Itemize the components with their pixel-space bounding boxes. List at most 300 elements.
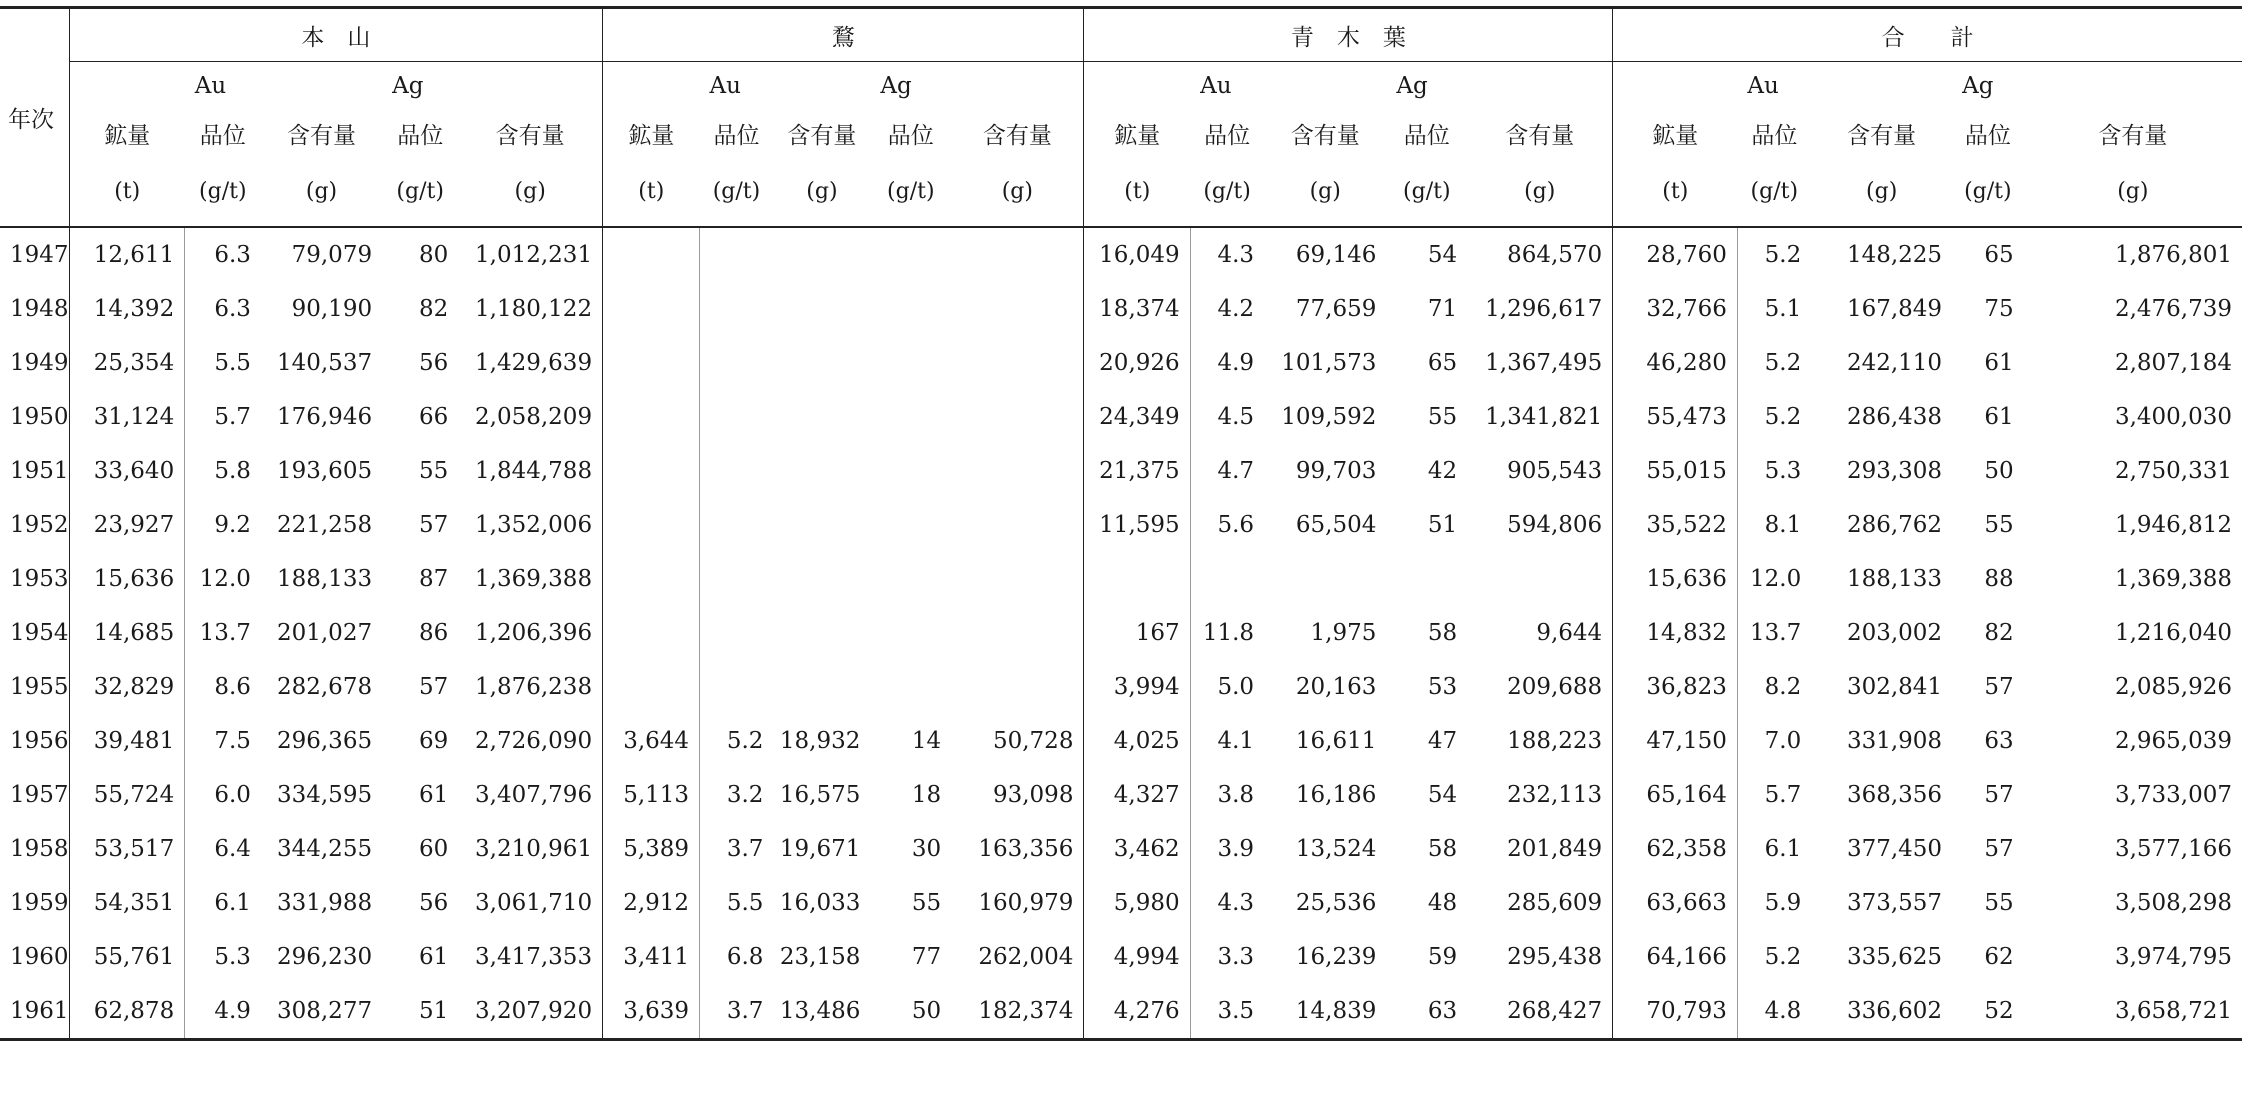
cell-washi-content bbox=[951, 227, 1084, 282]
cell-washi-ore bbox=[603, 282, 700, 336]
cell-aokiba-content: 209,688 bbox=[1507, 674, 1603, 700]
cell-aokiba-content: 285,609 bbox=[1507, 890, 1603, 916]
cell-total-content: 2,476,739 bbox=[2114, 296, 2232, 322]
cell-washi-content bbox=[773, 552, 870, 606]
cell-washi-grade bbox=[700, 336, 774, 390]
cell-total-grade: 82 bbox=[1984, 620, 2014, 646]
cell-washi-content: 163,356 bbox=[978, 836, 1074, 862]
cell-washi-grade bbox=[870, 660, 951, 714]
cell-washi-grade: 3.7 bbox=[700, 984, 774, 1040]
cell-honzan-ore: 62,878 bbox=[69, 984, 184, 1040]
cell-washi-grade bbox=[700, 498, 774, 552]
ore-spacer-washi bbox=[603, 62, 700, 111]
cell-aokiba-content: 232,113 bbox=[1507, 782, 1603, 808]
cell-washi-grade: 14 bbox=[911, 728, 942, 754]
subheader-grade-washi: 品位 bbox=[887, 122, 934, 149]
year-cell: 1958 bbox=[10, 836, 69, 862]
cell-honzan-content: 296,230 bbox=[276, 944, 373, 970]
cell-total-grade: 5.2 bbox=[1737, 336, 1811, 390]
cell-aokiba-grade: 5.0 bbox=[1190, 660, 1264, 714]
cell-washi-grade: 55 bbox=[911, 890, 942, 916]
subheader-grade-total: 品位 bbox=[1751, 122, 1798, 149]
cell-honzan-grade: 6.1 bbox=[185, 876, 261, 930]
cell-honzan-content: 3,061,710 bbox=[475, 890, 593, 916]
cell-washi-content: 93,098 bbox=[992, 782, 1074, 808]
cell-honzan-content: 1,369,388 bbox=[475, 566, 593, 592]
cell-aokiba-grade: 63 bbox=[1386, 984, 1467, 1040]
cell-total-grade: 57 bbox=[1984, 782, 2014, 808]
subheader-content-honzan: 含有量 bbox=[495, 122, 565, 149]
cell-aokiba-ore: 4,994 bbox=[1084, 930, 1190, 984]
cell-honzan-content: 3,207,920 bbox=[458, 984, 602, 1040]
cell-washi-content bbox=[951, 444, 1084, 498]
cell-honzan-grade: 61 bbox=[419, 782, 449, 808]
cell-honzan-content: 193,605 bbox=[276, 458, 373, 484]
cell-aokiba-content: 905,543 bbox=[1507, 458, 1603, 484]
cell-aokiba-ore: 11,595 bbox=[1084, 498, 1190, 552]
cell-aokiba-content: 69,146 bbox=[1295, 242, 1377, 268]
cell-aokiba-ore: 21,375 bbox=[1084, 444, 1190, 498]
cell-washi-grade: 6.8 bbox=[700, 930, 774, 984]
cell-honzan-grade: 61 bbox=[419, 944, 449, 970]
cell-aokiba-content: 101,573 bbox=[1281, 350, 1377, 376]
cell-total-grade: 13.7 bbox=[1737, 606, 1811, 660]
subheader-content-washi: 含有量 bbox=[787, 122, 857, 149]
cell-aokiba-grade: 4.2 bbox=[1190, 282, 1264, 336]
cell-aokiba-grade: 65 bbox=[1427, 350, 1458, 376]
cell-washi-ore bbox=[603, 444, 700, 498]
au-label-honzan: Au bbox=[194, 73, 227, 99]
cell-washi-content bbox=[773, 227, 870, 282]
cell-washi-content: 262,004 bbox=[978, 944, 1074, 970]
cell-total-content: 1,876,801 bbox=[2114, 242, 2232, 268]
unit-g-total: (g) bbox=[1811, 156, 1952, 227]
cell-total-ore: 47,150 bbox=[1613, 714, 1738, 768]
production-table bbox=[0, 6, 2242, 1041]
cell-total-content: 167,849 bbox=[1846, 296, 1943, 322]
cell-total-ore: 62,358 bbox=[1613, 822, 1738, 876]
cell-washi-ore bbox=[603, 390, 700, 444]
cell-washi-grade bbox=[870, 444, 951, 498]
cell-honzan-content: 1,844,788 bbox=[475, 458, 593, 484]
year-cell: 1961 bbox=[0, 984, 69, 1040]
cell-total-content: 293,308 bbox=[1846, 458, 1943, 484]
cell-aokiba-grade: 3.8 bbox=[1190, 768, 1264, 822]
cell-total-content: 3,974,795 bbox=[2114, 944, 2232, 970]
cell-washi-ore: 2,912 bbox=[603, 876, 700, 930]
cell-honzan-content: 201,027 bbox=[276, 620, 373, 646]
cell-honzan-grade: 4.9 bbox=[185, 984, 261, 1040]
cell-total-grade: 5.3 bbox=[1737, 444, 1811, 498]
year-cell: 1959 bbox=[10, 890, 69, 916]
cell-total-grade: 55 bbox=[1984, 512, 2014, 538]
cell-aokiba-grade bbox=[1386, 552, 1467, 606]
cell-total-grade: 61 bbox=[1984, 404, 2014, 430]
cell-total-content: 368,356 bbox=[1846, 782, 1943, 808]
cell-washi-content bbox=[951, 282, 1084, 336]
cell-aokiba-content: 594,806 bbox=[1507, 512, 1603, 538]
cell-aokiba-grade: 4.3 bbox=[1190, 227, 1264, 282]
cell-total-grade: 8.2 bbox=[1737, 660, 1811, 714]
cell-honzan-ore: 55,761 bbox=[69, 930, 184, 984]
cell-total-grade: 12.0 bbox=[1737, 552, 1811, 606]
cell-aokiba-grade: 54 bbox=[1427, 242, 1458, 268]
cell-aokiba-ore: 167 bbox=[1084, 606, 1190, 660]
cell-aokiba-ore: 4,276 bbox=[1084, 984, 1190, 1040]
cell-honzan-grade: 12.0 bbox=[185, 552, 261, 606]
cell-total-content: 2,807,184 bbox=[2114, 350, 2232, 376]
cell-washi-content bbox=[773, 498, 870, 552]
cell-washi-content: 50,728 bbox=[992, 728, 1074, 754]
subheader-content-honzan: 含有量 bbox=[286, 122, 356, 149]
cell-total-ore: 28,760 bbox=[1613, 227, 1738, 282]
cell-honzan-grade: 87 bbox=[419, 566, 449, 592]
cell-total-content: 286,762 bbox=[1846, 512, 1943, 538]
cell-honzan-ore: 23,927 bbox=[69, 498, 184, 552]
cell-aokiba-content: 14,839 bbox=[1264, 984, 1386, 1040]
cell-aokiba-ore: 4,327 bbox=[1084, 768, 1190, 822]
cell-washi-ore bbox=[603, 660, 700, 714]
cell-honzan-grade: 5.3 bbox=[185, 930, 261, 984]
cell-aokiba-grade: 3.3 bbox=[1190, 930, 1264, 984]
unit-gpt-total: (g/t) bbox=[1952, 156, 2024, 227]
cell-washi-content: 23,158 bbox=[779, 944, 861, 970]
subheader-ore-honzan: 鉱量 bbox=[69, 110, 184, 156]
cell-honzan-ore: 31,124 bbox=[69, 390, 184, 444]
cell-total-grade: 6.1 bbox=[1737, 822, 1811, 876]
cell-aokiba-content: 109,592 bbox=[1281, 404, 1377, 430]
subheader-grade-total: 品位 bbox=[1964, 122, 2011, 149]
cell-aokiba-grade: 48 bbox=[1427, 890, 1458, 916]
cell-washi-ore: 3,644 bbox=[603, 714, 700, 768]
table-row bbox=[0, 714, 2242, 768]
cell-aokiba-content: 16,611 bbox=[1295, 728, 1377, 754]
cell-aokiba-grade: 59 bbox=[1427, 944, 1458, 970]
ag-label-total: Ag bbox=[1962, 73, 1994, 99]
cell-total-grade: 8.1 bbox=[1737, 498, 1811, 552]
cell-aokiba-grade: 5.6 bbox=[1190, 498, 1264, 552]
cell-honzan-grade: 8.6 bbox=[185, 660, 261, 714]
cell-honzan-content: 3,417,353 bbox=[475, 944, 593, 970]
cell-aokiba-grade: 4.5 bbox=[1190, 390, 1264, 444]
cell-total-grade: 5.7 bbox=[1737, 768, 1811, 822]
group-title-total: 合 計 bbox=[1613, 8, 2242, 62]
cell-honzan-content: 1,180,122 bbox=[475, 296, 593, 322]
au-label-aokiba: Au bbox=[1200, 73, 1232, 99]
year-cell: 1951 bbox=[10, 458, 69, 484]
cell-honzan-grade: 57 bbox=[419, 512, 449, 538]
cell-aokiba-grade: 4.1 bbox=[1190, 714, 1264, 768]
cell-aokiba-content: 13,524 bbox=[1295, 836, 1377, 862]
group-title-honzan: 本 山 bbox=[69, 8, 602, 62]
table-row bbox=[0, 822, 2242, 876]
unit-gpt-washi: (g/t) bbox=[700, 156, 774, 227]
cell-honzan-content: 90,190 bbox=[291, 296, 373, 322]
cell-washi-content bbox=[773, 444, 870, 498]
cell-honzan-content: 79,079 bbox=[291, 242, 373, 268]
subheader-ore-washi: 鉱量 bbox=[603, 110, 700, 156]
cell-honzan-grade: 5.5 bbox=[185, 336, 261, 390]
cell-washi-content bbox=[773, 336, 870, 390]
cell-aokiba-content: 16,186 bbox=[1295, 782, 1377, 808]
cell-aokiba-ore bbox=[1084, 552, 1190, 606]
cell-washi-grade: 3.2 bbox=[700, 768, 774, 822]
cell-total-ore: 55,473 bbox=[1613, 390, 1738, 444]
cell-total-grade: 57 bbox=[1984, 674, 2014, 700]
cell-aokiba-grade: 3.9 bbox=[1190, 822, 1264, 876]
cell-aokiba-grade: 58 bbox=[1427, 620, 1458, 646]
cell-aokiba-grade: 11.8 bbox=[1190, 606, 1264, 660]
unit-gpt-honzan: (g/t) bbox=[185, 156, 261, 227]
cell-total-content: 188,133 bbox=[1846, 566, 1943, 592]
table-row bbox=[0, 390, 2242, 444]
cell-honzan-content: 1,352,006 bbox=[475, 512, 593, 538]
cell-total-ore: 46,280 bbox=[1613, 336, 1738, 390]
cell-honzan-grade: 55 bbox=[419, 458, 449, 484]
cell-honzan-grade: 6.4 bbox=[185, 822, 261, 876]
cell-total-grade: 88 bbox=[1984, 566, 2014, 592]
cell-washi-grade: 3.7 bbox=[700, 822, 774, 876]
cell-aokiba-ore: 18,374 bbox=[1084, 282, 1190, 336]
cell-washi-content: 16,033 bbox=[779, 890, 861, 916]
cell-aokiba-ore: 24,349 bbox=[1084, 390, 1190, 444]
subheader-content-aokiba: 含有量 bbox=[1290, 122, 1360, 149]
cell-honzan-grade: 82 bbox=[419, 296, 449, 322]
cell-honzan-grade: 13.7 bbox=[185, 606, 261, 660]
cell-honzan-content: 2,058,209 bbox=[475, 404, 593, 430]
cell-total-ore: 36,823 bbox=[1613, 660, 1738, 714]
cell-aokiba-ore: 16,049 bbox=[1084, 227, 1190, 282]
cell-total-content: 2,085,926 bbox=[2114, 674, 2232, 700]
subheader-content-washi: 含有量 bbox=[982, 122, 1052, 149]
ag-label-washi: Ag bbox=[880, 73, 912, 99]
ore-spacer-aokiba bbox=[1084, 62, 1190, 111]
cell-aokiba-grade: 54 bbox=[1427, 782, 1458, 808]
subheader-content-aokiba: 含有量 bbox=[1505, 122, 1575, 149]
cell-washi-grade bbox=[700, 390, 774, 444]
cell-washi-content bbox=[773, 660, 870, 714]
cell-washi-grade bbox=[870, 606, 951, 660]
cell-total-ore: 65,164 bbox=[1613, 768, 1738, 822]
cell-total-content: 3,577,166 bbox=[2114, 836, 2232, 862]
cell-washi-content: 13,486 bbox=[773, 984, 870, 1040]
cell-aokiba-content bbox=[1264, 552, 1386, 606]
cell-total-grade: 62 bbox=[1984, 944, 2014, 970]
group-title-washi: 鶩 bbox=[603, 8, 1084, 62]
cell-total-grade: 50 bbox=[1984, 458, 2014, 484]
cell-honzan-grade: 7.5 bbox=[185, 714, 261, 768]
unit-gpt-washi: (g/t) bbox=[870, 156, 951, 227]
year-cell: 1957 bbox=[10, 782, 69, 808]
table-row bbox=[0, 227, 2242, 282]
cell-total-grade: 65 bbox=[1984, 242, 2014, 268]
cell-washi-content: 182,374 bbox=[951, 984, 1084, 1040]
cell-honzan-content: 188,133 bbox=[276, 566, 373, 592]
cell-honzan-grade: 57 bbox=[419, 674, 449, 700]
cell-honzan-ore: 39,481 bbox=[69, 714, 184, 768]
cell-honzan-content: 308,277 bbox=[261, 984, 382, 1040]
year-cell: 1949 bbox=[10, 350, 69, 376]
cell-washi-ore bbox=[603, 498, 700, 552]
cell-washi-grade: 30 bbox=[911, 836, 942, 862]
cell-aokiba-ore: 4,025 bbox=[1084, 714, 1190, 768]
cell-honzan-ore: 14,685 bbox=[69, 606, 184, 660]
cell-aokiba-grade: 4.3 bbox=[1190, 876, 1264, 930]
cell-honzan-content: 2,726,090 bbox=[475, 728, 593, 754]
table-row bbox=[0, 984, 2242, 1040]
cell-honzan-ore: 53,517 bbox=[69, 822, 184, 876]
cell-aokiba-content: 864,570 bbox=[1507, 242, 1603, 268]
cell-honzan-ore: 14,392 bbox=[69, 282, 184, 336]
cell-total-content: 2,965,039 bbox=[2114, 728, 2232, 754]
cell-honzan-content: 3,407,796 bbox=[475, 782, 593, 808]
table-row bbox=[0, 930, 2242, 984]
cell-aokiba-grade: 55 bbox=[1427, 404, 1458, 430]
cell-aokiba-content: 1,367,495 bbox=[1485, 350, 1603, 376]
cell-total-content: 1,946,812 bbox=[2114, 512, 2232, 538]
cell-total-content: 3,508,298 bbox=[2114, 890, 2232, 916]
subheader-grade-aokiba: 品位 bbox=[1403, 122, 1450, 149]
au-label-washi: Au bbox=[709, 73, 741, 99]
subheader-content-total: 含有量 bbox=[1847, 122, 1917, 149]
unit-gpt-aokiba: (g/t) bbox=[1386, 156, 1467, 227]
cell-washi-grade bbox=[700, 282, 774, 336]
cell-washi-grade bbox=[870, 336, 951, 390]
cell-washi-grade bbox=[700, 606, 774, 660]
cell-aokiba-content: 188,223 bbox=[1507, 728, 1603, 754]
cell-washi-content bbox=[773, 390, 870, 444]
cell-honzan-content: 1,012,231 bbox=[475, 242, 593, 268]
cell-total-content: 242,110 bbox=[1846, 350, 1943, 376]
cell-aokiba-content: 201,849 bbox=[1507, 836, 1603, 862]
cell-washi-content bbox=[951, 606, 1084, 660]
cell-honzan-ore: 15,636 bbox=[69, 552, 184, 606]
year-header: 年次 bbox=[0, 8, 69, 228]
cell-aokiba-grade: 4.9 bbox=[1190, 336, 1264, 390]
unit-gpt-total: (g/t) bbox=[1737, 156, 1811, 227]
cell-washi-grade bbox=[870, 552, 951, 606]
cell-honzan-content: 221,258 bbox=[276, 512, 373, 538]
cell-total-content: 2,750,331 bbox=[2114, 458, 2232, 484]
cell-honzan-grade: 51 bbox=[382, 984, 458, 1040]
cell-total-content: 203,002 bbox=[1846, 620, 1943, 646]
cell-total-content: 3,733,007 bbox=[2114, 782, 2232, 808]
unit-g-aokiba: (g) bbox=[1467, 156, 1613, 227]
cell-total-content: 331,908 bbox=[1846, 728, 1943, 754]
cell-total-grade: 55 bbox=[1984, 890, 2014, 916]
unit-t-aokiba: (t) bbox=[1084, 156, 1190, 227]
cell-aokiba-grade: 71 bbox=[1427, 296, 1458, 322]
cell-total-content: 3,658,721 bbox=[2024, 984, 2242, 1040]
cell-honzan-grade: 86 bbox=[419, 620, 449, 646]
cell-total-grade: 5.2 bbox=[1737, 390, 1811, 444]
cell-washi-grade bbox=[700, 227, 774, 282]
cell-aokiba-content: 65,504 bbox=[1295, 512, 1377, 538]
cell-total-ore: 15,636 bbox=[1613, 552, 1738, 606]
cell-washi-ore bbox=[603, 336, 700, 390]
year-cell: 1952 bbox=[10, 512, 69, 538]
cell-honzan-grade: 69 bbox=[419, 728, 449, 754]
cell-aokiba-grade bbox=[1190, 552, 1264, 606]
subheader-grade-honzan: 品位 bbox=[397, 122, 444, 149]
cell-washi-ore: 5,113 bbox=[603, 768, 700, 822]
ag-label-honzan: Ag bbox=[392, 73, 424, 99]
table-row bbox=[0, 444, 2242, 498]
cell-total-content: 373,557 bbox=[1846, 890, 1943, 916]
table-row bbox=[0, 768, 2242, 822]
cell-total-content: 302,841 bbox=[1846, 674, 1943, 700]
cell-washi-grade: 50 bbox=[870, 984, 951, 1040]
cell-honzan-content: 282,678 bbox=[276, 674, 373, 700]
cell-honzan-grade: 80 bbox=[419, 242, 449, 268]
cell-honzan-grade: 5.7 bbox=[185, 390, 261, 444]
cell-washi-content: 160,979 bbox=[978, 890, 1074, 916]
cell-honzan-content: 331,988 bbox=[276, 890, 373, 916]
year-cell: 1956 bbox=[10, 728, 69, 754]
cell-honzan-content: 176,946 bbox=[276, 404, 373, 430]
cell-aokiba-content: 25,536 bbox=[1295, 890, 1377, 916]
year-cell: 1947 bbox=[10, 242, 69, 268]
cell-aokiba-content bbox=[1467, 552, 1613, 606]
cell-total-grade: 57 bbox=[1984, 836, 2014, 862]
cell-total-content: 377,450 bbox=[1846, 836, 1943, 862]
cell-honzan-ore: 12,611 bbox=[69, 227, 184, 282]
cell-aokiba-grade: 42 bbox=[1427, 458, 1458, 484]
cell-washi-content: 16,575 bbox=[779, 782, 861, 808]
unit-t-honzan: (t) bbox=[69, 156, 184, 227]
cell-honzan-grade: 6.0 bbox=[185, 768, 261, 822]
cell-washi-ore: 3,411 bbox=[603, 930, 700, 984]
unit-t-total: (t) bbox=[1613, 156, 1738, 227]
au-label-total: Au bbox=[1747, 73, 1779, 99]
cell-total-grade: 63 bbox=[1984, 728, 2014, 754]
subheader-grade-honzan: 品位 bbox=[199, 122, 246, 149]
cell-honzan-content: 344,255 bbox=[276, 836, 373, 862]
cell-aokiba-content: 20,163 bbox=[1295, 674, 1377, 700]
cell-washi-content bbox=[951, 552, 1084, 606]
unit-gpt-honzan: (g/t) bbox=[382, 156, 458, 227]
cell-total-content: 286,438 bbox=[1846, 404, 1943, 430]
cell-aokiba-ore: 3,994 bbox=[1084, 660, 1190, 714]
cell-honzan-content: 3,210,961 bbox=[475, 836, 593, 862]
cell-total-ore: 70,793 bbox=[1613, 984, 1738, 1040]
subheader-ore-aokiba: 鉱量 bbox=[1084, 110, 1190, 156]
cell-washi-grade: 77 bbox=[911, 944, 942, 970]
unit-gpt-aokiba: (g/t) bbox=[1190, 156, 1264, 227]
cell-aokiba-ore: 20,926 bbox=[1084, 336, 1190, 390]
cell-total-ore: 35,522 bbox=[1613, 498, 1738, 552]
cell-washi-grade bbox=[870, 498, 951, 552]
subheader-grade-aokiba: 品位 bbox=[1204, 122, 1251, 149]
cell-honzan-content: 1,429,639 bbox=[475, 350, 593, 376]
cell-aokiba-grade: 3.5 bbox=[1190, 984, 1264, 1040]
cell-honzan-content: 1,206,396 bbox=[475, 620, 593, 646]
cell-washi-grade bbox=[700, 444, 774, 498]
table-row bbox=[0, 498, 2242, 552]
cell-total-grade: 52 bbox=[1952, 984, 2024, 1040]
cell-washi-grade: 18 bbox=[911, 782, 942, 808]
cell-aokiba-content: 77,659 bbox=[1295, 296, 1377, 322]
unit-g-washi: (g) bbox=[951, 156, 1084, 227]
unit-g-honzan: (g) bbox=[261, 156, 382, 227]
cell-washi-ore bbox=[603, 227, 700, 282]
cell-total-content: 3,400,030 bbox=[2114, 404, 2232, 430]
cell-total-content: 1,216,040 bbox=[2114, 620, 2232, 646]
year-cell: 1953 bbox=[10, 566, 69, 592]
cell-honzan-ore: 32,829 bbox=[69, 660, 184, 714]
table-row bbox=[0, 282, 2242, 336]
cell-aokiba-content: 99,703 bbox=[1295, 458, 1377, 484]
